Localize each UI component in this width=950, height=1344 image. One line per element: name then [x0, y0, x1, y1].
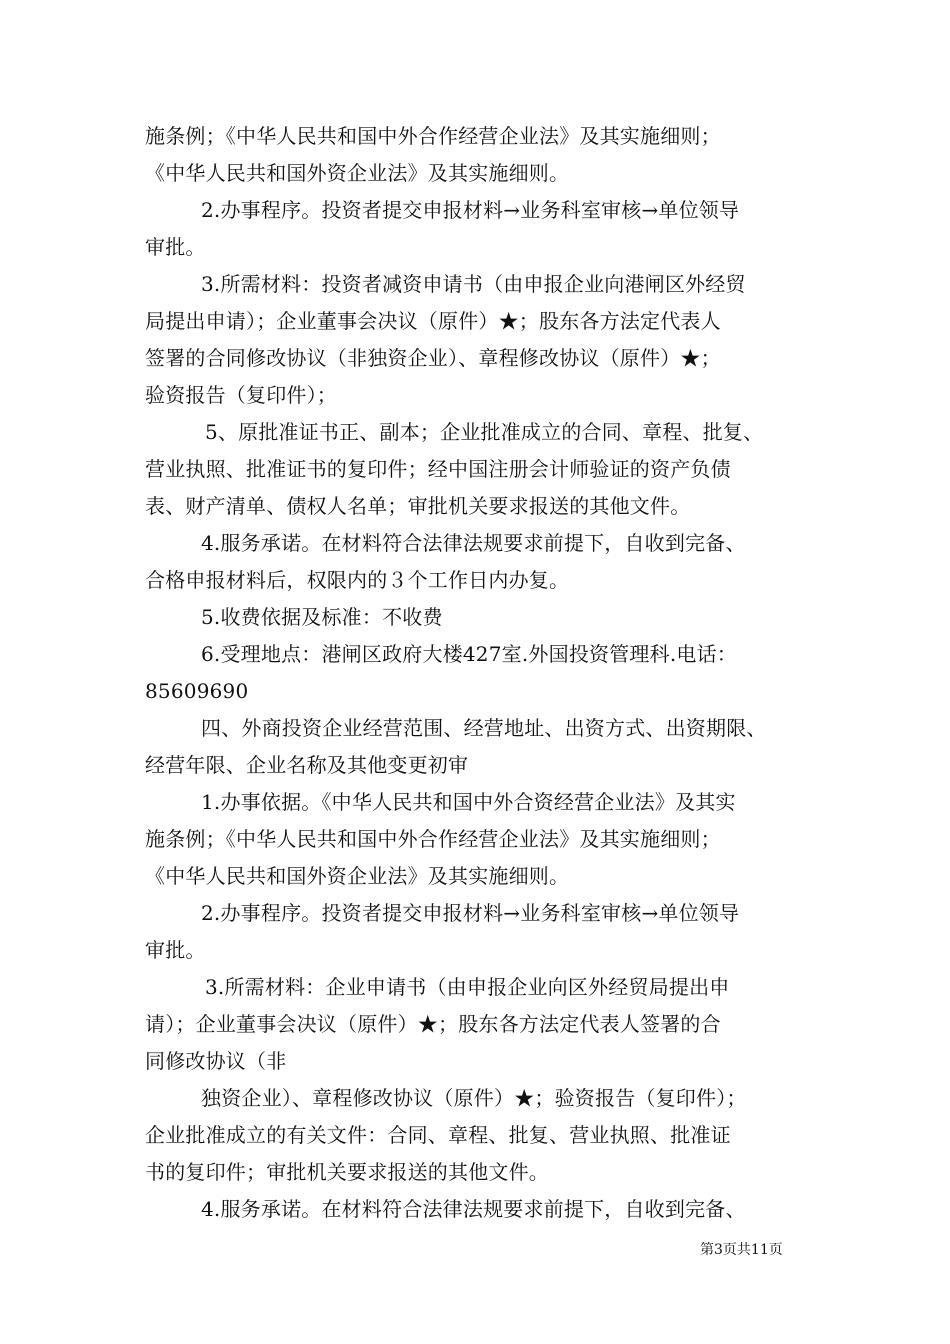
text-line: 签署的合同修改协议（非独资企业）、章程修改协议（原件）★； [145, 346, 721, 370]
text-line: 《中华人民共和国外资企业法》及其实施细则。 [145, 864, 570, 888]
text-line: 企业批准成立的有关文件：合同、章程、批复、营业执照、批准证 [145, 1123, 731, 1147]
text-line: 2.办事程序。投资者提交申报材料→业务科室审核→单位领导 [201, 901, 740, 925]
text-line: 同修改协议（非 [145, 1049, 287, 1073]
text-line: 4.服务承诺。在材料符合法律法规要求前提下，自收到完备、 [201, 531, 746, 555]
text-line: 营业执照、批准证书的复印件；经中国注册会计师验证的资产负债 [145, 457, 731, 481]
text-line: 表、财产清单、债权人名单；审批机关要求报送的其他文件。 [145, 494, 691, 518]
text-line: 审批。 [145, 938, 206, 962]
text-line: 请）；企业董事会决议（原件）★；股东各方法定代表人签署的合 [145, 1012, 721, 1036]
text-line: 4.服务承诺。在材料符合法律法规要求前提下，自收到完备、 [201, 1197, 746, 1221]
text-line: 3.所需材料：投资者减资申请书（由申报企业向港闸区外经贸 [201, 272, 746, 296]
text-line: 施条例；《中华人民共和国中外合作经营企业法》及其实施细则； [145, 827, 721, 851]
text-line: 合格申报材料后，权限内的３个工作日内办复。 [145, 568, 570, 592]
document-body [145, 118, 835, 1228]
text-line: 局提出申请）；企业董事会决议（原件）★；股东各方法定代表人 [145, 309, 721, 333]
text-line: 3.所需材料：企业申请书（由申报企业向区外经贸局提出申 [205, 975, 730, 999]
text-line: 5.收费依据及标准：不收费 [201, 605, 443, 629]
text-line: 《中华人民共和国外资企业法》及其实施细则。 [145, 161, 570, 185]
text-line: 审批。 [145, 235, 206, 259]
page-number: 第3页共11页 [700, 1242, 783, 1258]
text-line: 6.受理地点：港闸区政府大楼427室.外国投资管理科.电话： [201, 642, 737, 666]
section-heading-line: 四、外商投资企业经营范围、经营地址、出资方式、出资期限、 [201, 716, 767, 740]
text-line: 施条例；《中华人民共和国中外合作经营企业法》及其实施细则； [145, 124, 721, 148]
text-line: 5、原批准证书正、副本；企业批准成立的合同、章程、批复、 [205, 420, 764, 444]
text-line: 验资报告（复印件）； [145, 383, 337, 407]
text-line: 85609690 [145, 679, 249, 703]
text-line: 1.办事依据。《中华人民共和国中外合资经营企业法》及其实 [201, 790, 736, 814]
text-line: 独资企业）、章程修改协议（原件）★；验资报告（复印件）； [201, 1086, 747, 1110]
text-line: 2.办事程序。投资者提交申报材料→业务科室审核→单位领导 [201, 198, 740, 222]
text-line: 书的复印件；审批机关要求报送的其他文件。 [145, 1160, 549, 1184]
section-heading-line: 经营年限、企业名称及其他变更初审 [145, 753, 469, 777]
